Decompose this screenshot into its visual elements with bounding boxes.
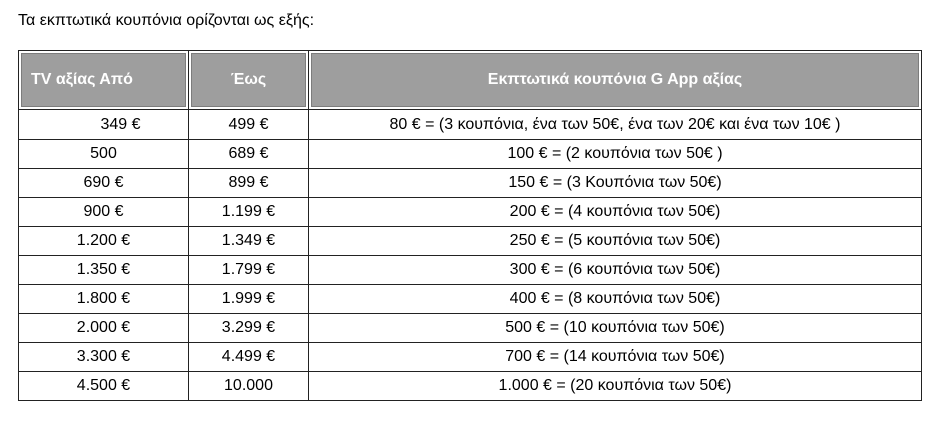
cell-coupons: 80 € = (3 κουπόνια, ένα των 50€, ένα των 20€ και ένα των 10€ ) [309,110,922,140]
cell-to: 1.799 € [189,256,309,285]
cell-to: 899 € [189,169,309,198]
cell-to: 499 € [189,110,309,140]
cell-from: 690 € [19,169,189,198]
cell-coupons: 200 € = (4 κουπόνια των 50€) [309,198,922,227]
cell-coupons: 100 € = (2 κουπόνια των 50€ ) [309,140,922,169]
cell-from: 2.000 € [19,314,189,343]
table-row [19,343,922,372]
table-row [19,110,922,140]
cell-to: 10.000 [189,372,309,401]
coupon-table-container [18,50,922,401]
header-tv-value-from: TV αξίας Από [19,51,189,110]
header-to: Έως [189,51,309,110]
table-row [19,198,922,227]
table-header-row [19,51,922,110]
cell-coupons: 300 € = (6 κουπόνια των 50€) [309,256,922,285]
table-row [19,314,922,343]
cell-from: 349 € [19,110,189,140]
coupon-table [18,50,922,401]
cell-from: 500 [19,140,189,169]
cell-to: 689 € [189,140,309,169]
header-coupons-value: Εκπτωτικά κουπόνια G App αξίας [309,51,922,110]
cell-coupons: 150 € = (3 Κουπόνια των 50€) [309,169,922,198]
table-row [19,256,922,285]
cell-to: 3.299 € [189,314,309,343]
table-row [19,227,922,256]
cell-to: 4.499 € [189,343,309,372]
cell-from: 3.300 € [19,343,189,372]
cell-from: 900 € [19,198,189,227]
table-row [19,169,922,198]
cell-coupons: 1.000 € = (20 κουπόνια των 50€) [309,372,922,401]
cell-from: 1.200 € [19,227,189,256]
intro-text: Τα εκπτωτικά κουπόνια ορίζονται ως εξής: [18,12,315,29]
cell-coupons: 500 € = (10 κουπόνια των 50€) [309,314,922,343]
table-row [19,140,922,169]
cell-coupons: 400 € = (8 κουπόνια των 50€) [309,285,922,314]
cell-coupons: 700 € = (14 κουπόνια των 50€) [309,343,922,372]
cell-to: 1.199 € [189,198,309,227]
cell-from: 1.350 € [19,256,189,285]
table-row [19,285,922,314]
cell-from: 4.500 € [19,372,189,401]
cell-to: 1.349 € [189,227,309,256]
table-row [19,372,922,401]
cell-to: 1.999 € [189,285,309,314]
cell-from: 1.800 € [19,285,189,314]
cell-coupons: 250 € = (5 κουπόνια των 50€) [309,227,922,256]
